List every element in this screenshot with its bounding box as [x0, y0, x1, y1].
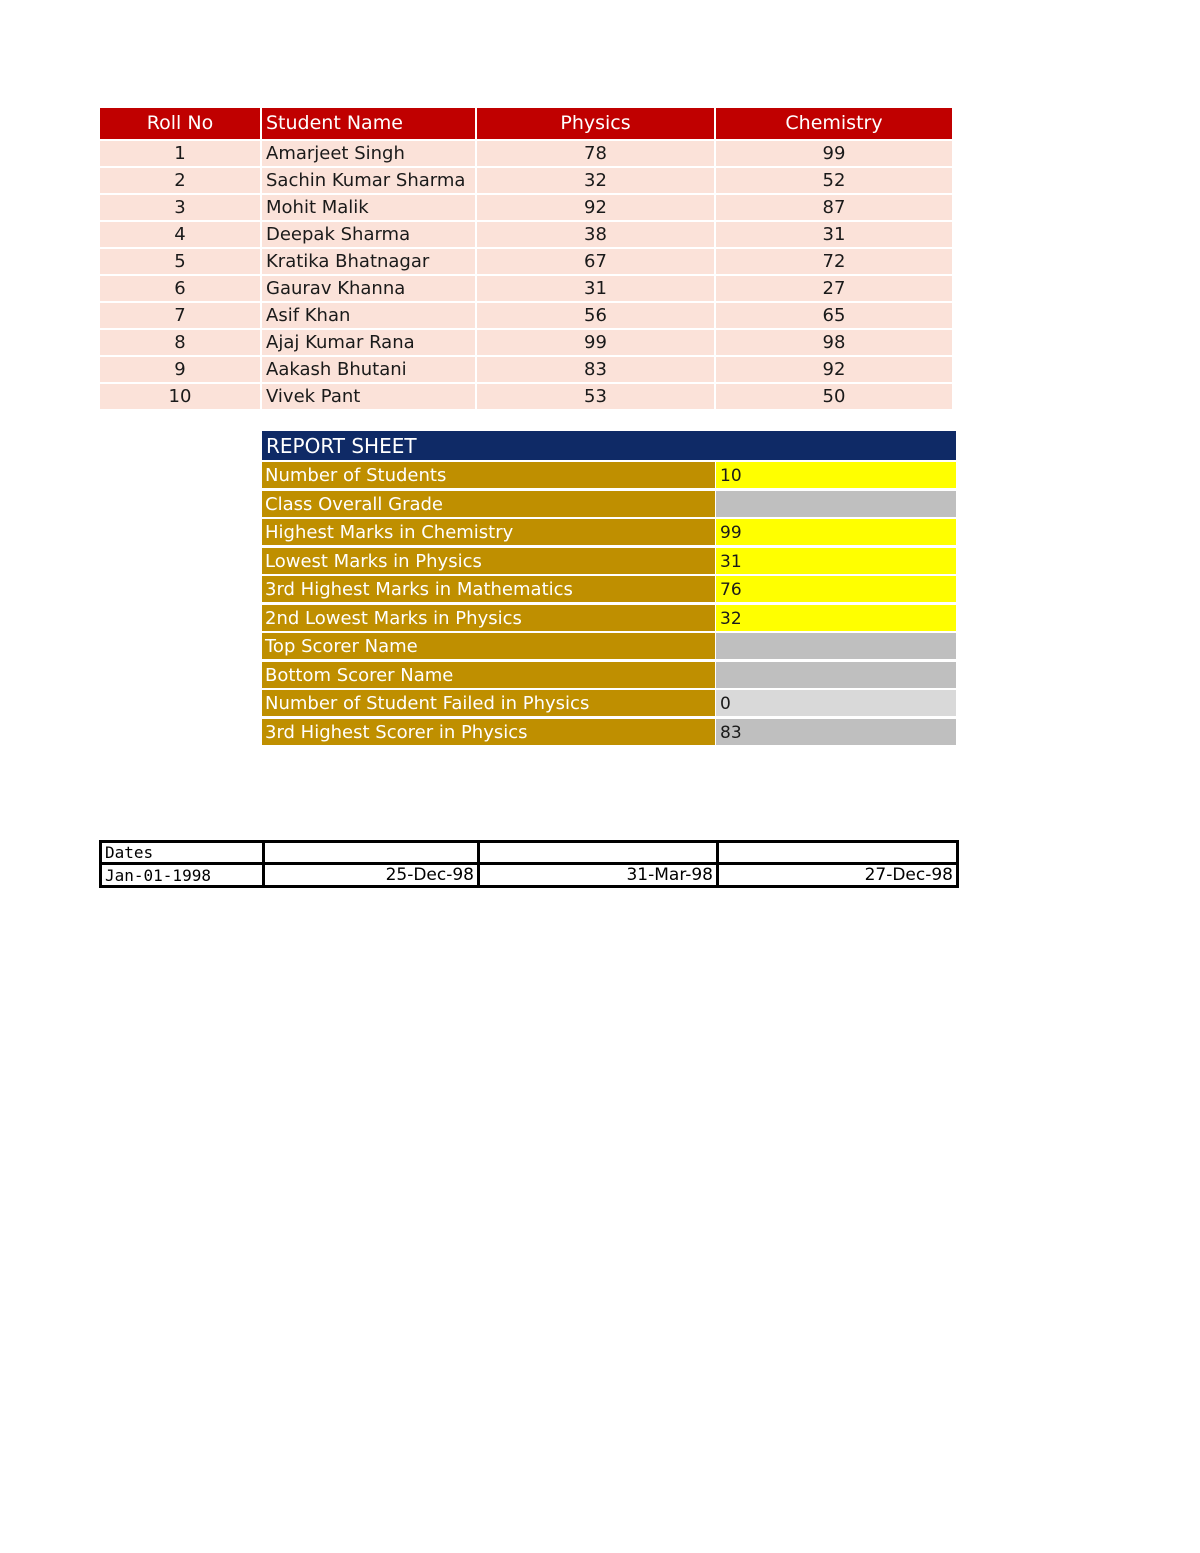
report-row — [262, 576, 956, 605]
table-row — [100, 303, 954, 330]
chemistry-cell[interactable]: 27 — [716, 276, 952, 301]
dates-header-cell[interactable] — [718, 842, 958, 864]
report-value[interactable]: 83 — [716, 719, 956, 745]
table-row — [100, 276, 954, 303]
report-label[interactable]: 2nd Lowest Marks in Physics — [262, 605, 715, 631]
header-physics[interactable]: Physics — [477, 108, 714, 139]
date-cell[interactable]: 27-Dec-98 — [718, 864, 958, 887]
report-row — [262, 519, 956, 548]
roll-cell[interactable]: 3 — [100, 195, 260, 220]
report-row — [262, 633, 956, 662]
physics-cell[interactable]: 83 — [477, 357, 714, 382]
table-row — [100, 249, 954, 276]
chemistry-cell[interactable]: 52 — [716, 168, 952, 193]
roll-cell[interactable]: 6 — [100, 276, 260, 301]
header-roll-no[interactable]: Roll No — [100, 108, 260, 139]
report-label[interactable]: Highest Marks in Chemistry — [262, 519, 715, 545]
report-value[interactable]: 0 — [716, 690, 956, 716]
name-cell[interactable]: Kratika Bhatnagar — [262, 249, 475, 274]
table-row — [100, 222, 954, 249]
date-cell[interactable]: Jan-01-1998 — [101, 864, 264, 887]
name-cell[interactable]: Gaurav Khanna — [262, 276, 475, 301]
chemistry-cell[interactable]: 50 — [716, 384, 952, 409]
name-cell[interactable]: Sachin Kumar Sharma — [262, 168, 475, 193]
roll-cell[interactable]: 2 — [100, 168, 260, 193]
report-row — [262, 491, 956, 520]
physics-cell[interactable]: 99 — [477, 330, 714, 355]
report-label[interactable]: Number of Student Failed in Physics — [262, 690, 715, 716]
report-row — [262, 548, 956, 577]
name-cell[interactable]: Amarjeet Singh — [262, 141, 475, 166]
dates-header-cell[interactable]: Dates — [101, 842, 264, 864]
report-label[interactable]: 3rd Highest Marks in Mathematics — [262, 576, 715, 602]
chemistry-cell[interactable]: 99 — [716, 141, 952, 166]
report-label[interactable]: Lowest Marks in Physics — [262, 548, 715, 574]
report-value[interactable]: 32 — [716, 605, 956, 631]
table-row — [100, 195, 954, 222]
report-value[interactable]: 76 — [716, 576, 956, 602]
chemistry-cell[interactable]: 87 — [716, 195, 952, 220]
report-value[interactable] — [716, 633, 956, 659]
table-row — [100, 357, 954, 384]
roll-cell[interactable]: 1 — [100, 141, 260, 166]
name-cell[interactable]: Aakash Bhutani — [262, 357, 475, 382]
report-label[interactable]: Bottom Scorer Name — [262, 662, 715, 688]
report-row — [262, 662, 956, 691]
physics-cell[interactable]: 67 — [477, 249, 714, 274]
table-row — [100, 384, 954, 411]
name-cell[interactable]: Mohit Malik — [262, 195, 475, 220]
table-row — [100, 168, 954, 195]
dates-header-cell[interactable] — [479, 842, 718, 864]
report-row — [262, 462, 956, 491]
roll-cell[interactable]: 8 — [100, 330, 260, 355]
physics-cell[interactable]: 38 — [477, 222, 714, 247]
marks-body — [100, 141, 954, 411]
dates-value-row — [101, 864, 958, 887]
table-row — [100, 330, 954, 357]
chemistry-cell[interactable]: 92 — [716, 357, 952, 382]
dates-table — [99, 840, 959, 888]
header-chemistry[interactable]: Chemistry — [716, 108, 952, 139]
dates-header-row — [101, 842, 958, 864]
report-value[interactable]: 99 — [716, 519, 956, 545]
report-label[interactable]: Number of Students — [262, 462, 715, 488]
header-student-name[interactable]: Student Name — [262, 108, 475, 139]
report-value[interactable]: 31 — [716, 548, 956, 574]
name-cell[interactable]: Deepak Sharma — [262, 222, 475, 247]
physics-cell[interactable]: 31 — [477, 276, 714, 301]
report-row — [262, 690, 956, 719]
roll-cell[interactable]: 5 — [100, 249, 260, 274]
report-label[interactable]: Top Scorer Name — [262, 633, 715, 659]
report-value[interactable] — [716, 491, 956, 517]
marks-table — [100, 108, 954, 411]
report-sheet — [262, 431, 956, 747]
physics-cell[interactable]: 53 — [477, 384, 714, 409]
chemistry-cell[interactable]: 65 — [716, 303, 952, 328]
chemistry-cell[interactable]: 31 — [716, 222, 952, 247]
chemistry-cell[interactable]: 98 — [716, 330, 952, 355]
roll-cell[interactable]: 10 — [100, 384, 260, 409]
physics-cell[interactable]: 32 — [477, 168, 714, 193]
report-label[interactable]: 3rd Highest Scorer in Physics — [262, 719, 715, 745]
report-value[interactable]: 10 — [716, 462, 956, 488]
name-cell[interactable]: Vivek Pant — [262, 384, 475, 409]
marks-header-row — [100, 108, 954, 139]
roll-cell[interactable]: 9 — [100, 357, 260, 382]
physics-cell[interactable]: 78 — [477, 141, 714, 166]
date-cell[interactable]: 25-Dec-98 — [264, 864, 479, 887]
table-row — [100, 141, 954, 168]
report-body — [262, 462, 956, 747]
report-sheet-title[interactable]: REPORT SHEET — [262, 431, 956, 460]
report-row — [262, 719, 956, 748]
roll-cell[interactable]: 7 — [100, 303, 260, 328]
chemistry-cell[interactable]: 72 — [716, 249, 952, 274]
dates-header-cell[interactable] — [264, 842, 479, 864]
report-row — [262, 605, 956, 634]
name-cell[interactable]: Ajaj Kumar Rana — [262, 330, 475, 355]
report-value[interactable] — [716, 662, 956, 688]
name-cell[interactable]: Asif Khan — [262, 303, 475, 328]
physics-cell[interactable]: 92 — [477, 195, 714, 220]
physics-cell[interactable]: 56 — [477, 303, 714, 328]
date-cell[interactable]: 31-Mar-98 — [479, 864, 718, 887]
roll-cell[interactable]: 4 — [100, 222, 260, 247]
report-label[interactable]: Class Overall Grade — [262, 491, 715, 517]
